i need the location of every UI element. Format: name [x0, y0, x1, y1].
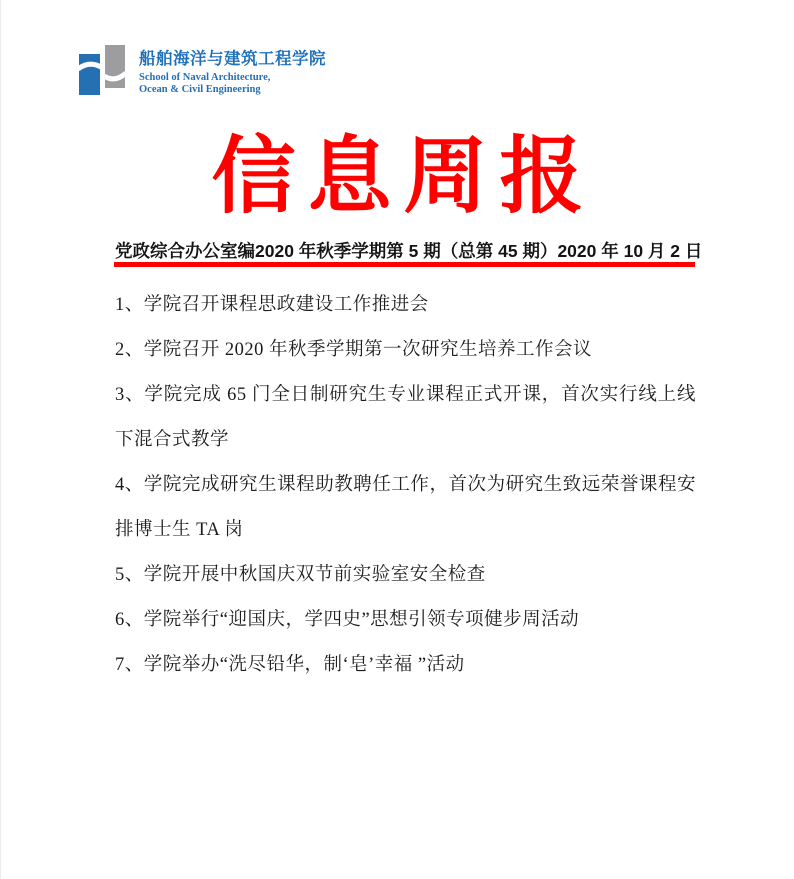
school-name-english-line1: School of Naval Architecture,	[139, 72, 271, 83]
red-divider-rule	[114, 262, 695, 267]
publication-editor: 党政综合办公室编	[115, 241, 255, 261]
news-item-7: 7、学院举办“洗尽铅华，制‘皂’幸福 ”活动	[115, 655, 465, 675]
publication-issue: 2020 年秋季学期第 5 期（总第 45 期）	[255, 241, 558, 261]
school-logo	[77, 42, 326, 100]
news-item-4: 4、学院完成研究生课程助教聘任工作，首次为研究生致远荣誉课程安排博士生 TA 岗	[115, 475, 696, 540]
news-item-5: 5、学院开展中秋国庆双节前实验室安全检查	[115, 565, 486, 585]
school-logo-text	[139, 42, 326, 95]
school-name-english-line2: Ocean & Civil Engineering	[139, 83, 261, 95]
publication-info	[115, 238, 703, 263]
news-item-2: 2、学院召开 2020 年秋季学期第一次研究生培养工作会议	[115, 340, 593, 360]
news-headline-list	[115, 283, 696, 688]
school-logo-icon	[77, 42, 129, 100]
school-name-english	[139, 72, 326, 95]
publication-date: 2020 年 10 月 2 日	[557, 241, 703, 261]
school-name-chinese: 船舶海洋与建筑工程学院	[139, 50, 326, 68]
news-item-1: 1、学院召开课程思政建设工作推进会	[115, 295, 429, 315]
bulletin-title: 信息周报	[211, 131, 596, 224]
news-item-3: 3、学院完成 65 门全日制研究生专业课程正式开课，首次实行线上线下混合式教学	[115, 385, 696, 450]
masthead	[1, 132, 794, 224]
news-item-6: 6、学院举行“迎国庆，学四史”思想引领专项健步周活动	[115, 610, 580, 630]
